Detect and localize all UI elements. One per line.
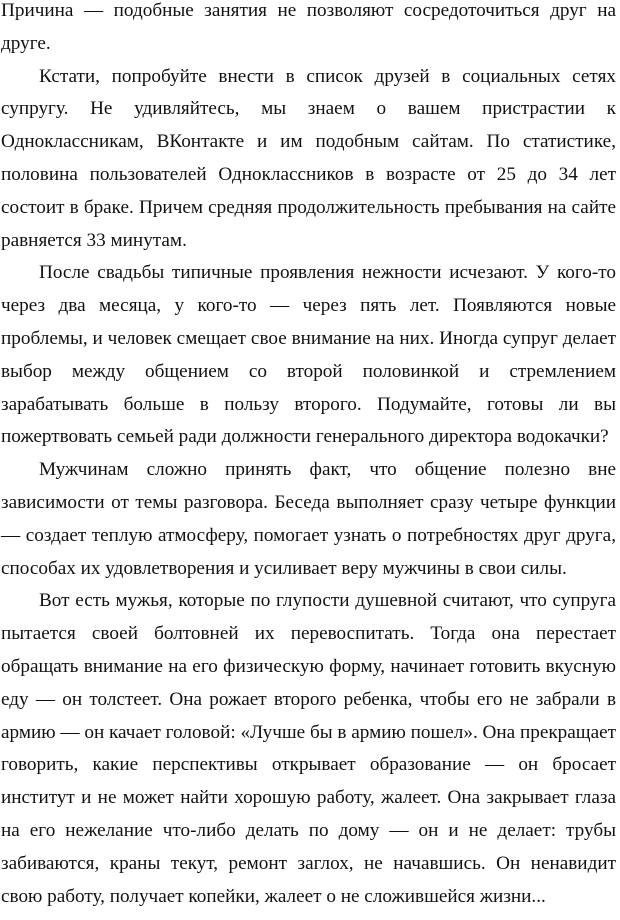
paragraph-4: Мужчинам сложно принять факт, что общение полезно вне зависимости от темы разговора. Беседа выполняет сразу четыре функции — создает теплую атмосферу, помогает узнать о потребностях друг друга, способах их удовлетворения и усиливает веру мужчины в свои силы.	[1, 459, 616, 579]
paragraph-1: Причина — подобные занятия не позволяют сосредоточиться друг на друге.	[1, 0, 616, 54]
paragraph-2: Кстати, попробуйте внести в список друзей в социальных сетях супругу. Не удивляйтесь, мы знаем о вашем пристрастии к Одноклассникам, ВКонтакте и им подобным сайтам. По статистике, половина пользователей Одноклассников в возрасте от 25 до 34 лет состоит в браке. Причем средняя продолжительность пребывания на сайте равняется 33 минутам.	[1, 65, 616, 251]
paragraph-5: Вот есть мужья, которые по глупости душевной считают, что супруга пытается своей болтовней их перевоспитать. Тогда она перестает обращать внимание на его физическую форму, начинает готовить вкусную еду — он толстеет. Она рожает второго ребенка, чтобы его не забрали в армию — он качает головой: «Лучше бы в армию пошел». Она прекращает говорить, какие перспективы открывает образование — он бросает институт и не может найти хорошую работу, жалеет. Она закрывает глаза на его нежелание что-либо делать по дому — он и не делает: трубы забиваются, краны текут, ремонт заглох, не начавшись. Он ненавидит свою работу, получает копейки, жалеет о не сложившейся жизни...	[1, 590, 616, 907]
paragraph-3: После свадьбы типичные проявления нежности исчезают. У кого-то через два месяца, у кого-то — через пять лет. Появляются новые проблемы, и человек смещает свое внимание на них. Иногда супруг делает выбор между общением со второй половинкой и стремлением зарабатывать больше в пользу второго. Подумайте, готовы ли вы пожертвовать семьей ради должности генерального директора водокачки?	[1, 262, 616, 448]
